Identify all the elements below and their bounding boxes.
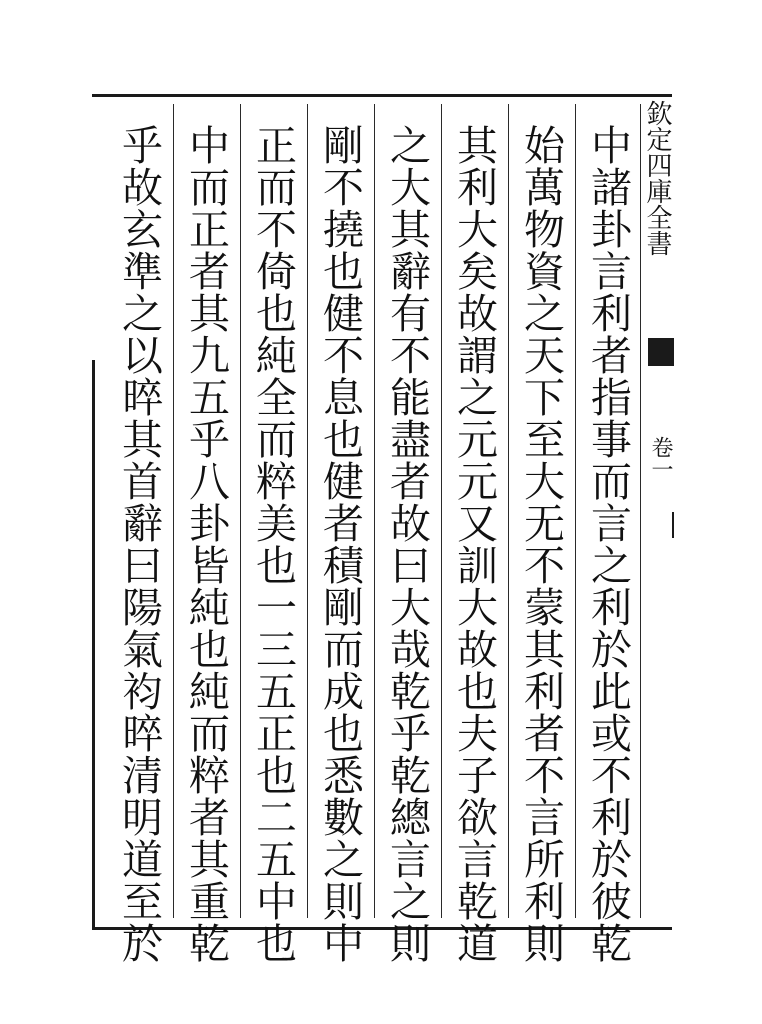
column-rule <box>374 104 375 918</box>
column-rule <box>240 104 241 918</box>
text-column-1: 中諸卦言利者指事而言之利於此或不利於彼乾 <box>584 124 632 964</box>
text-column-7: 中而正者其九五乎八卦皆純也純而粹者其重乾 <box>182 124 230 964</box>
column-rule <box>307 104 308 918</box>
page-frame-left-edge <box>92 360 95 930</box>
margin-tick-mark <box>672 512 674 538</box>
text-column-6: 正而不倚也純全而粹美也一三五正也二五中也 <box>249 124 297 964</box>
column-rule <box>508 104 509 918</box>
column-rule <box>173 104 174 918</box>
margin-juan-label: 卷一 <box>648 436 673 480</box>
margin-title: 欽定四庫全書 <box>642 100 672 256</box>
column-rule <box>640 104 641 918</box>
text-column-3: 其利大矣故謂之元元又訓大故也夫子欲言乾道 <box>450 124 498 964</box>
column-rule <box>575 104 576 918</box>
text-column-5: 剛不撓也健不息也健者積剛而成也悉數之則中 <box>316 124 364 964</box>
text-column-4: 之大其辭有不能盡者故曰大哉乾乎乾總言之則 <box>383 124 431 964</box>
column-rule <box>441 104 442 918</box>
text-column-2: 始萬物資之天下至大无不蒙其利者不言所利則 <box>517 124 565 964</box>
fishtail-mark <box>648 338 674 366</box>
text-column-8: 乎故玄準之以晬其首辭曰陽氣袀晬清明道至於 <box>115 124 163 964</box>
